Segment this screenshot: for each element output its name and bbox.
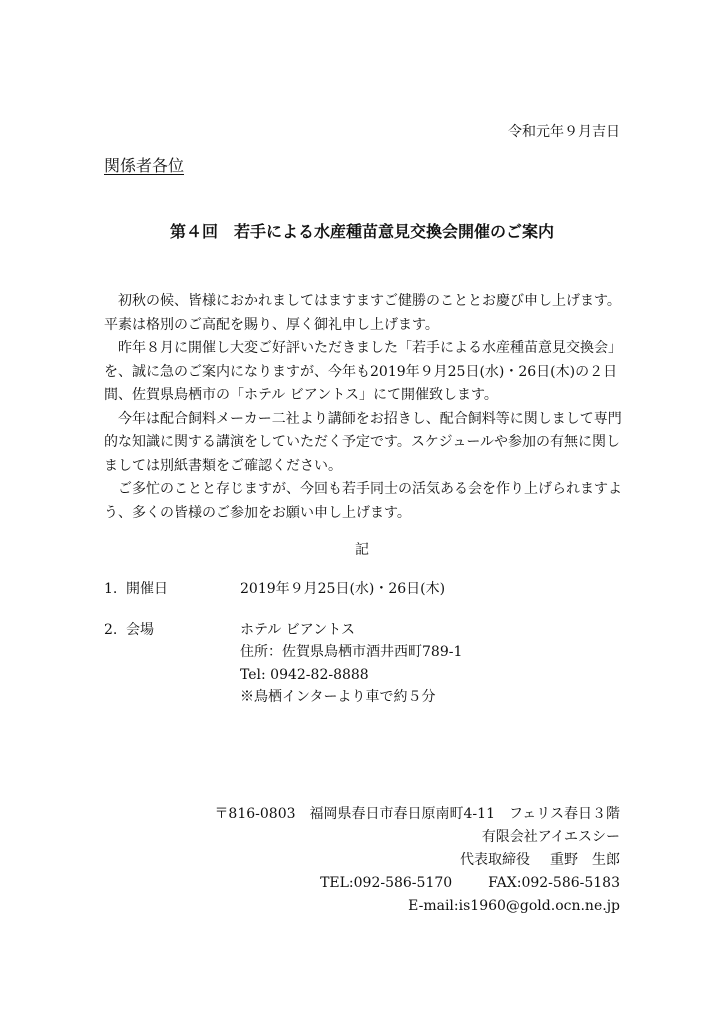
item-label: 開催日: [126, 581, 168, 597]
item-value-line: 住所：佐賀県鳥栖市酒井西町789-1: [240, 644, 463, 660]
item-label: 会場: [126, 621, 154, 638]
body-paragraph: 今年は配合飼料メーカー二社より講師をお招きし、配合飼料等に関しまして専門的な知識に関する講演をしていただく予定です。スケジュールや参加の有無に関しましては別紙書類をご確認ください。: [104, 410, 622, 474]
letter-date: 令和元年９月吉日: [508, 124, 620, 140]
representative-name: 重野 生郎: [550, 852, 620, 868]
representative-title: 代表取締役: [460, 852, 530, 868]
item-value-line: ※鳥栖インターより車で約５分: [240, 689, 436, 705]
letter-body: [104, 290, 624, 525]
item-value: [240, 619, 462, 709]
addressee: 関係者各位: [104, 156, 185, 175]
detail-item-venue: [104, 619, 462, 709]
sender-address: 〒816-0803 福岡県春日市春日原南町4-11 フェリス春日３階: [214, 806, 620, 822]
sender-email: E-mail:is1960@gold.ocn.ne.jp: [408, 898, 620, 914]
item-value: [240, 578, 445, 601]
item-value-line: Tel: 0942-82-8888: [240, 666, 369, 683]
sender-company: 有限会社アイエスシー: [481, 829, 620, 845]
item-value-line: 2019年９月25日(水)・26日(木): [240, 581, 446, 597]
item-value-line: ホテル ビアントス: [240, 621, 356, 638]
ki-heading: 記: [355, 542, 369, 558]
sender-representative: [214, 849, 620, 872]
body-paragraph: 昨年８月に開催し大変ご好評いただきました「若手による水産種苗意見交換会」を、誠に急のご案内になりますが、今年も2019年９月25日(水)・26日(木)の２日間、佐賀県鳥栖市の「ホテル ビアントス」にて開催致します。: [104, 340, 622, 403]
letter-title: 第４回 若手による水産種苗意見交換会開催のご案内: [169, 222, 554, 241]
detail-items: [104, 578, 462, 727]
body-paragraph: ご多忙のことと存じますが、今回も若手同士の活気ある会を作り上げられますよう、多くの皆様のご参加をお願い申し上げます。: [104, 481, 622, 521]
sender-phone-fax: [214, 872, 620, 895]
sender-block: [214, 803, 620, 918]
sender-fax: FAX:092-586-5183: [488, 875, 620, 891]
item-number: 1.: [104, 581, 118, 597]
item-number: 2.: [104, 621, 118, 638]
body-paragraph: 初秋の候、皆様におかれましてはますますご健勝のこととお慶び申し上げます。平素は格別のご高配を賜り、厚く御礼申し上げます。: [104, 293, 621, 333]
sender-tel: TEL:092-586-5170: [320, 875, 453, 891]
detail-item-date: [104, 578, 462, 601]
